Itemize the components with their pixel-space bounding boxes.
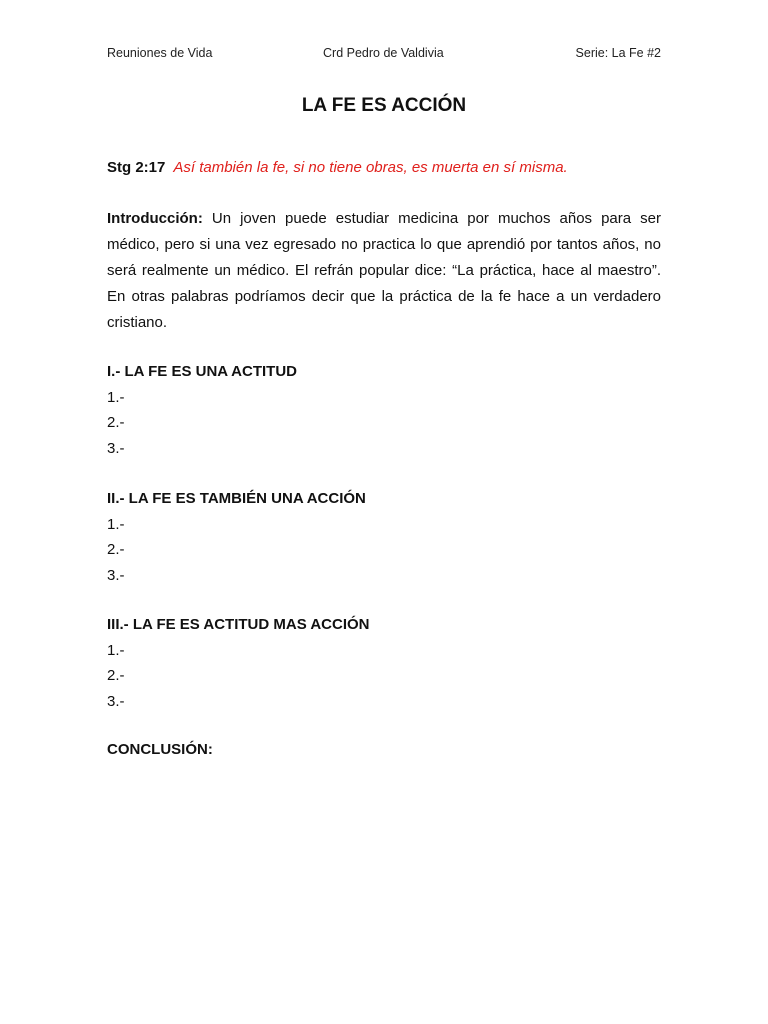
section-1 — [107, 359, 661, 461]
list-item: 3.- — [107, 439, 125, 457]
introduction-label: Introducción: — [107, 210, 203, 227]
list-item: 1.- — [107, 515, 125, 533]
list-item: 3.- — [107, 692, 125, 710]
section-heading: II.- LA FE ES TAMBIÉN UNA ACCIÓN — [107, 490, 366, 507]
list-item: 3.- — [107, 566, 125, 584]
header-left-text: Reuniones de Vida — [107, 46, 213, 60]
conclusion-heading: CONCLUSIÓN: — [107, 741, 213, 758]
section-2 — [107, 486, 661, 588]
list-item: 1.- — [107, 641, 125, 659]
introduction-text: Un joven puede estudiar medicina por muchos años para ser médico, pero si una vez egresado no practica lo que aprendió por tantos años, no será realmente un médico. El refrán popular dice: “La práctica, hace al maestro”. En otras palabras podríamos decir que la práctica de la fe hace a un verdadero cristiano. — [107, 210, 661, 331]
page-header — [107, 46, 661, 64]
list-item: 2.- — [107, 667, 125, 684]
section-heading: III.- LA FE ES ACTITUD MAS ACCIÓN — [107, 616, 370, 633]
header-center-text: Crd Pedro de Valdivia — [323, 46, 444, 60]
document-title: LA FE ES ACCIÓN — [301, 95, 467, 116]
list-item: 2.- — [107, 414, 125, 431]
list-item: 2.- — [107, 541, 125, 558]
section-3 — [107, 612, 661, 714]
section-heading: I.- LA FE ES UNA ACTITUD — [107, 363, 297, 380]
header-right-text: Serie: La Fe #2 — [575, 46, 661, 60]
list-item: 1.- — [107, 388, 125, 406]
verse-quote: Así también la fe, si no tiene obras, es muerta en sí misma. — [173, 159, 568, 176]
verse-reference: Stg 2:17 — [107, 159, 166, 176]
bible-verse — [107, 159, 667, 176]
introduction-paragraph — [107, 206, 661, 336]
